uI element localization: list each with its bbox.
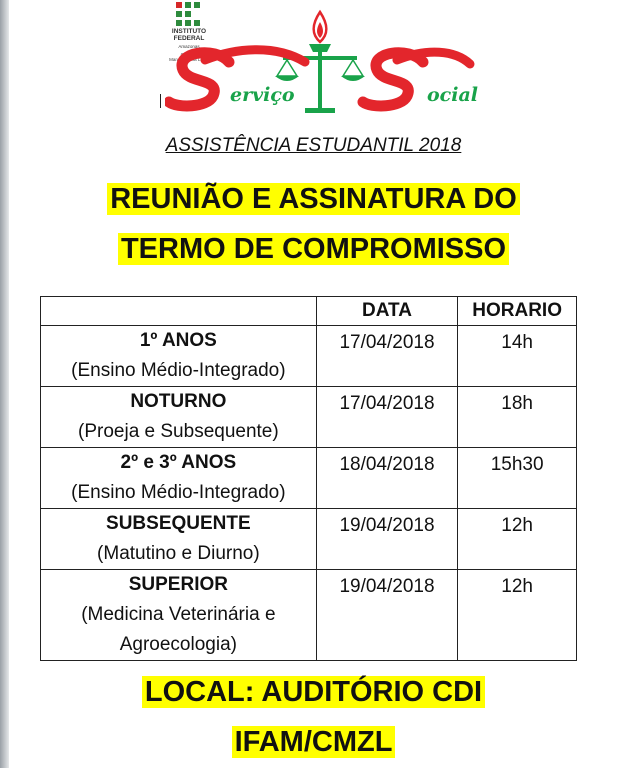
group-name: 2º e 3º ANOS <box>120 452 237 473</box>
date-value: 19/04/2018 <box>339 576 435 597</box>
if-logo-line2: FEDERAL <box>173 34 205 42</box>
time-cell <box>458 387 577 448</box>
headline-line1 <box>0 183 627 216</box>
time-cell <box>458 570 577 661</box>
time-value: 12h <box>501 515 533 536</box>
time-value: 15h30 <box>490 454 544 475</box>
group-detail: (Ensino Médio-Integrado) <box>71 360 286 381</box>
schedule-table <box>40 296 577 661</box>
if-logo-campus-line1: Campus <box>180 52 198 57</box>
header-time: HORARIO <box>458 297 577 326</box>
header-date: DATA <box>316 297 458 326</box>
table-row <box>41 509 577 570</box>
if-logo-state: Amazonas <box>178 44 200 49</box>
table-row <box>41 326 577 387</box>
location-line2 <box>0 726 627 759</box>
time-value: 14h <box>501 332 533 353</box>
group-cell <box>41 387 317 448</box>
servico-social-emblem <box>165 4 478 119</box>
group-detail: (Medicina Veterinária e <box>81 604 276 625</box>
brand-word-social: ocial <box>427 84 478 106</box>
date-value: 18/04/2018 <box>339 454 435 475</box>
table-row <box>41 448 577 509</box>
time-cell <box>458 509 577 570</box>
table-header-row <box>41 297 577 326</box>
location-line1-text: LOCAL: AUDITÓRIO CDI <box>142 676 485 708</box>
group-cell <box>41 326 317 387</box>
group-detail: (Matutino e Diurno) <box>97 543 260 564</box>
headline-line1-text: REUNIÃO E ASSINATURA DO <box>107 183 520 215</box>
date-cell <box>316 448 458 509</box>
table-row <box>41 387 577 448</box>
group-cell <box>41 448 317 509</box>
if-logo-campus-line2: Manaus Zona Leste <box>169 56 209 62</box>
group-cell <box>41 570 317 661</box>
headline-line2-text: TERMO DE COMPROMISSO <box>118 233 509 265</box>
text-cursor <box>160 94 161 108</box>
group-name: SUBSEQUENTE <box>106 513 251 534</box>
date-cell <box>316 509 458 570</box>
location-line2-text: IFAM/CMZL <box>232 726 396 758</box>
headline-line2 <box>0 233 627 266</box>
group-detail: (Ensino Médio-Integrado) <box>71 482 286 503</box>
group-name: 1º ANOS <box>139 330 217 351</box>
group-cell <box>41 509 317 570</box>
group-name: SUPERIOR <box>128 574 228 595</box>
location-line1 <box>0 676 627 709</box>
subtitle: ASSISTÊNCIA ESTUDANTIL 2018 <box>165 135 462 156</box>
group-detail: (Proeja e Subsequente) <box>78 421 279 442</box>
date-cell <box>316 387 458 448</box>
time-cell <box>458 448 577 509</box>
table-row <box>41 570 577 661</box>
time-cell <box>458 326 577 387</box>
group-detail-continued: Agroecologia) <box>119 634 237 655</box>
brand-word-servico: erviço <box>230 84 295 106</box>
date-value: 19/04/2018 <box>339 515 435 536</box>
if-logo-line1: INSTITUTO <box>171 28 207 35</box>
time-value: 18h <box>501 393 533 414</box>
date-cell <box>316 570 458 661</box>
page-edge <box>0 0 9 768</box>
group-name: NOTURNO <box>130 391 227 412</box>
date-cell <box>316 326 458 387</box>
date-value: 17/04/2018 <box>339 332 435 353</box>
date-value: 17/04/2018 <box>339 393 435 414</box>
time-value: 12h <box>501 576 533 597</box>
header-group <box>41 297 317 326</box>
